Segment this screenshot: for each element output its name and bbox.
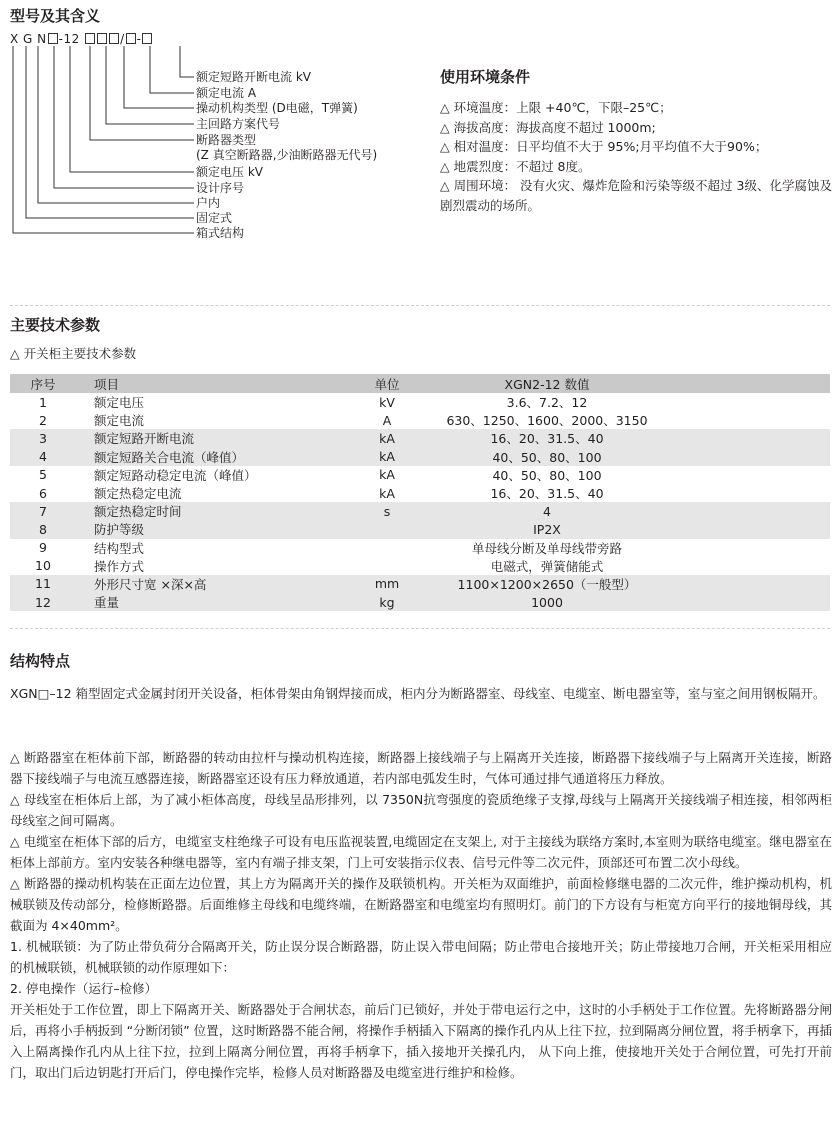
anno-indoor: 户内 [196,196,221,210]
structure-intro: XGN□–12 箱型固定式金属封闭开关设备，柜体骨架由角钢焊接而成，柜内分为断路器室、母线室、电缆室、断电器室等，室与室之间用钢板隔开。 [10,686,826,701]
cell-value: 40、50、80、100 [432,448,662,466]
col-header-blank [662,374,830,393]
env-item: △ 周围环境： 没有火灾、爆炸危险和污染等级不超过 3级、化学腐蚀及剧烈震动的场所。 [440,178,832,213]
cell-item: 额定热稳定电流 [94,486,182,502]
cell-item: 重量 [76,593,342,611]
cell-value: 630、1250、1600、2000、3150 [446,413,648,429]
table-row [10,557,830,575]
spec-subtitle: △ 开关柜主要技术参数 [10,346,137,361]
col-header-unit: 单位 [342,374,432,393]
model-code-slash: / [120,32,125,46]
env-item: △ 海拔高度：海拔高度不超过 1000m; [440,119,656,135]
cell-unit: A [382,412,392,428]
cell-unit: kA [342,448,432,466]
structure-paragraph: 2. 停电操作（运行–检修） [10,981,158,996]
cell-no: 1 [39,394,47,410]
cell-value: 3.6、7.2、12 [506,395,588,411]
table-row [10,502,830,520]
cell-value: 1100×1200×2650（一般型） [432,575,662,593]
anno-box-structure: 箱式结构 [196,226,245,240]
table-row [10,593,830,611]
anno-breaker-type-note: (Z 真空断路器,少油断路器无代号) [196,148,378,162]
cell-item: 额定电压 [94,395,145,411]
cell-no: 2 [39,412,47,428]
cell-no: 7 [10,502,76,520]
col-header-item: 项目 [76,374,342,393]
cell-item: 防护等级 [76,520,342,538]
cell-value: 4 [432,502,662,520]
table-row [10,539,830,557]
cell-unit [342,520,432,538]
cell-item: 额定电流 [94,413,145,429]
cell-item: 额定短路开断电流 [76,429,342,447]
model-code-mid: -12 [58,32,80,46]
table-header-row [10,374,830,393]
cell-value: 单母线分断及单母线带旁路 [471,540,622,556]
table-row [10,448,830,466]
structure-paragraph: △ 断路器的操动机构装在正面左边位置，其上方为隔离开关的操作及联锁机构。开关柜为双面维护，前面检修继电器的二次元件，维护操动机构，机械联锁及传动部分，检修断路器。后面维修主母线和电缆终端，在断路器室和电缆室均有照明灯。前门的下方设有与柜宽方向平行的接地铜母线，其截面为 4×40mm²。 [10,876,832,933]
cell-unit: s [342,502,432,520]
cell-item: 额定短路动稳定电流（峰值） [94,467,257,483]
env-title: 使用环境条件 [440,68,531,86]
cell-unit: kA [342,429,432,447]
cell-unit [342,539,432,557]
col-header-value: XGN2-12 数值 [432,374,662,393]
cell-value: 电磁式，弹簧储能式 [490,558,604,574]
table-row [10,575,830,593]
cell-no: 9 [39,540,47,556]
cell-unit: mm [342,575,432,593]
cell-unit: kV [379,394,395,410]
col-header-no: 序号 [10,374,76,393]
structure-paragraph: △ 断路器室在柜体前下部，断路器的转动由拉杆与操动机构连接，断路器上接线端子与上隔离开关连接，断路器下接线端子与上隔离开关连接，断路器下接线端子与电流互感器连接，断路器室还设有压力释放通道，若内部电弧发生时，气体可通过排气通道将压力释放。 [10,750,832,786]
cell-value: 1000 [432,593,662,611]
table-row [10,393,830,411]
cell-item: 操作方式 [94,558,145,574]
anno-breaking-current: 额定短路开断电流 kV [196,70,311,84]
table-row [10,411,830,429]
cell-value: 16、20、31.5、40 [432,429,662,447]
model-diagram-lines [0,0,200,240]
cell-no: 3 [10,429,76,447]
env-item: △ 环境温度：上限 +40℃，下限–25℃； [440,100,672,115]
cell-no: 6 [39,485,47,501]
structure-paragraph: △ 电缆室在柜体下部的后方，电缆室支柱绝缘子可设有电压监视装置,电缆固定在支架上, 对于主接线为联络方案时,本室则为联络电缆室。继电器室在柜体上部前方。室内安装各种继电器等，室内有端子排支架，门上可安装指示仪表、信号元件等二次元件，顶部还可布置二次小母线。 [10,834,832,870]
cell-no: 12 [10,593,76,611]
cell-item: 额定热稳定时间 [76,502,342,520]
table-row [10,484,830,502]
structure-paragraph: 开关柜处于工作位置，即上下隔离开关、断路器处于合闸状态，前后门已锁好，并处于带电运行之中，这时的小手柄处于工作位置。先将断路器分闸后，再将小手柄扳到 “分断闭锁” 位置，这时断路器不能合闸，将操作手柄插入下隔离的操作孔内从上往下拉，拉到隔离分闸位置，将手柄拿下，再插入上隔离操作孔内从上往下拉，拉到上隔离分闸位置，再将手柄拿下，插入接地开关操孔内， 从下向上推，使接地开关处于合闸位置，可先打开前门，取出门后边钥匙打开后门，停电操作完毕，检修人员对断路器及电缆室进行维护和检修。 [10,1002,832,1080]
env-item: △ 地震烈度：不超过 8度。 [440,158,591,174]
cell-unit: kA [379,467,395,483]
divider [10,305,830,306]
cell-no: 4 [10,448,76,466]
divider [10,628,830,629]
anno-rated-current: 额定电流 A [196,86,257,100]
env-list [440,98,832,215]
cell-unit: kg [342,593,432,611]
spec-title: 主要技术参数 [10,316,101,334]
cell-value: 40、50、80、100 [492,467,602,483]
cell-no: 8 [10,520,76,538]
anno-design-number: 设计序号 [196,181,245,195]
structure-paragraph: 1. 机械联锁：为了防止带负荷分合隔离开关，防止误分误合断路器，防止误入带电间隔；防止带电合接地开关；防止带接地刀合闸，开关柜采用相应的机械联锁，机械联锁的动作原理如下： [10,939,832,975]
structure-body [10,747,832,1083]
cell-no: 5 [39,467,47,483]
anno-mechanism-type: 操动机构类型 (D电磁，T弹簧) [196,101,358,115]
cell-item: 外形尺寸宽 ×深×高 [76,575,342,593]
anno-fixed: 固定式 [196,211,233,225]
cell-no: 11 [10,575,76,593]
model-code-dash: - [136,32,142,46]
cell-item: 结构型式 [94,540,145,556]
table-row [10,466,830,484]
spec-table [10,374,830,611]
cell-item: 额定短路关合电流（峰值） [76,448,342,466]
env-item: △ 相对温度：日平均值不大于 95%;月平均值不大于90%； [440,139,768,154]
model-title: 型号及其含义 [10,7,101,25]
table-row [10,520,830,538]
model-code-prefix: X G N [10,32,47,46]
anno-breaker-type: 断路器类型 [196,133,257,147]
structure-title: 结构特点 [10,652,71,670]
cell-value: IP2X [432,520,662,538]
anno-rated-voltage: 额定电压 kV [196,165,263,179]
cell-unit: kA [379,485,395,501]
cell-unit [342,557,432,575]
cell-no: 10 [35,558,51,574]
structure-paragraph: △ 母线室在柜体后上部，为了减小柜体高度，母线呈品形排列，以 7350N抗弯强度的瓷质绝缘子支撑,母线与上隔离开关接线端子相连接，相邻两柜母线室之间可隔离。 [10,792,832,828]
table-row [10,429,830,447]
anno-main-circuit: 主回路方案代号 [196,117,281,131]
cell-value: 16、20、31.5、40 [490,486,604,502]
